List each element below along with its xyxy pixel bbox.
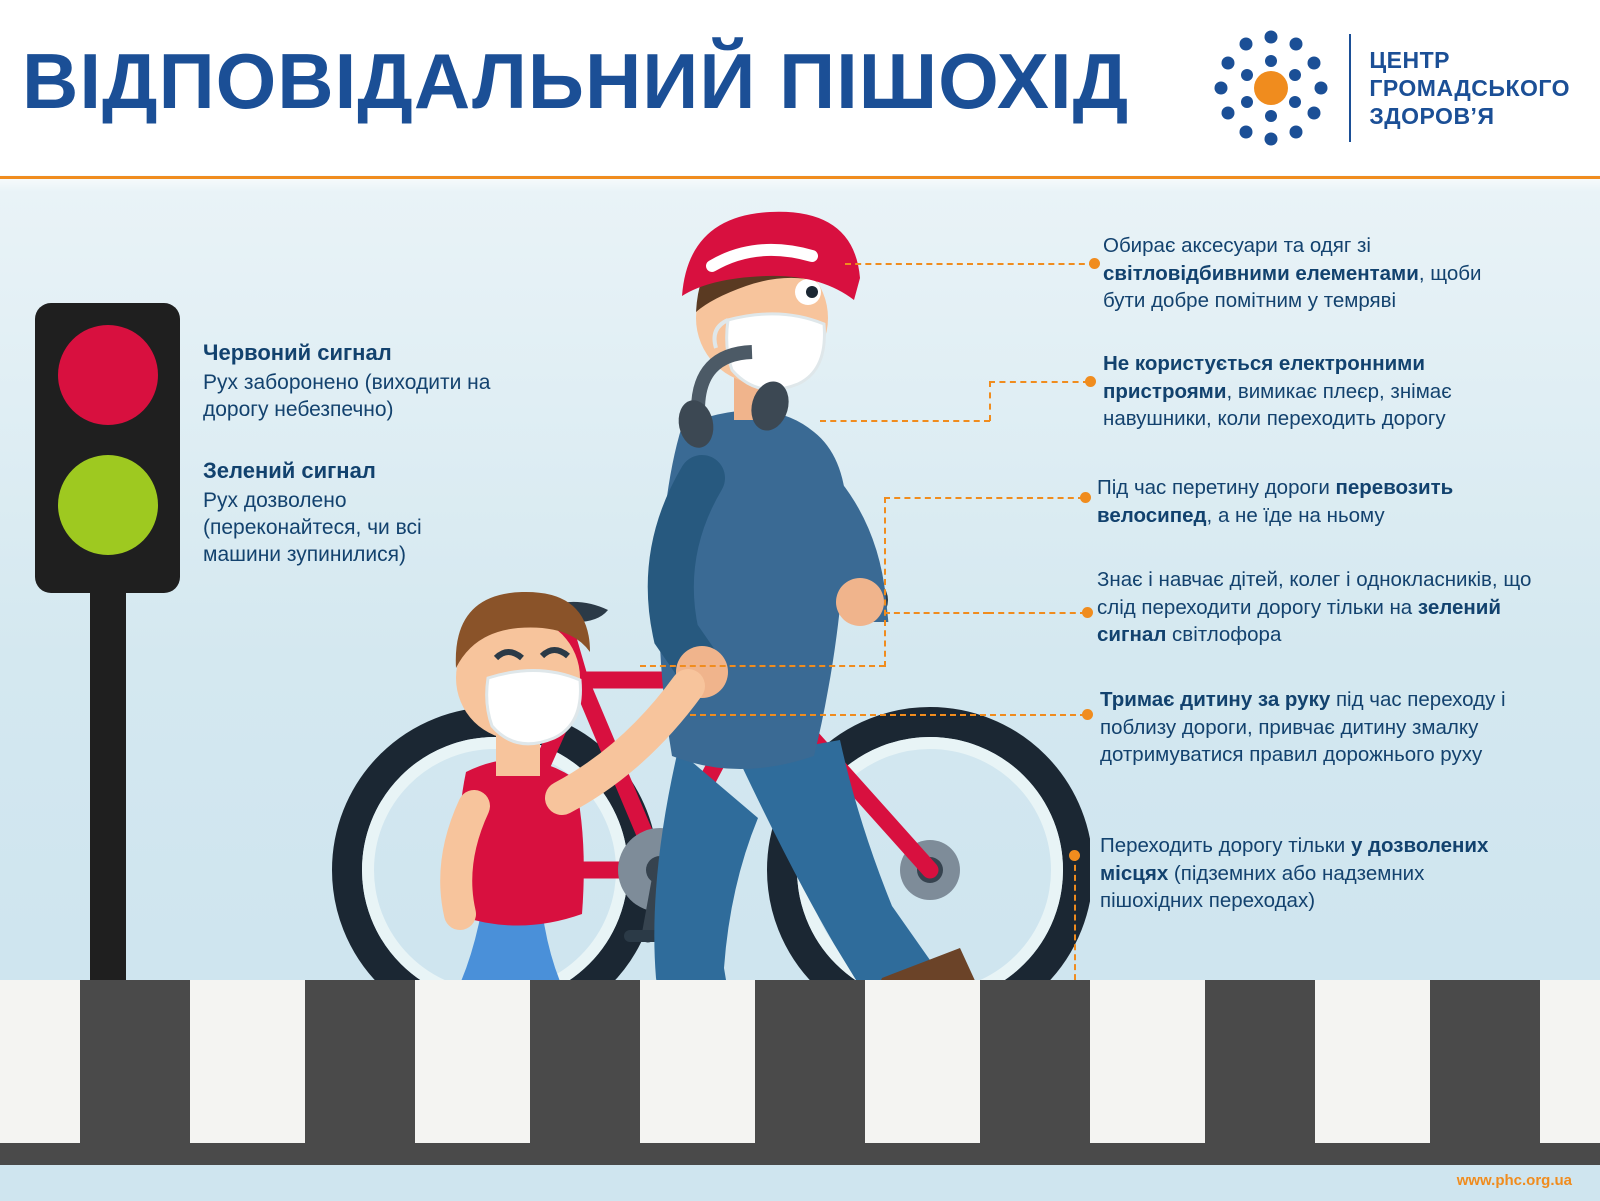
logo-line-2: ГРОМАДСЬКОГО <box>1369 74 1570 101</box>
crosswalk-stripe <box>640 980 755 1143</box>
crosswalk-stripe <box>0 980 80 1143</box>
callout-walk-the-bicycle <box>1097 474 1527 529</box>
callout-emphasis: зелений сигнал <box>1097 595 1501 647</box>
callout-text: , вимикає плеєр, знімає навушники, коли переходить дорогу <box>1103 379 1452 431</box>
callout-teach-green-signal <box>1097 566 1537 649</box>
callout-text: Обирає аксесуари та одяг зі <box>1103 234 1371 257</box>
callout-emphasis: світловідбивними елементами <box>1103 261 1419 285</box>
callout-text: , щоби бути добре помітним у темряві <box>1103 261 1482 313</box>
callout-reflective-elements <box>1103 232 1523 315</box>
logo-line-1: ЦЕНТР <box>1369 46 1450 73</box>
callout-no-electronic-devices <box>1103 350 1523 433</box>
callout-text: світлофора <box>1166 623 1282 647</box>
callout-emphasis: перевозить велосипед <box>1097 476 1454 527</box>
logo-dots-icon <box>1211 28 1331 148</box>
crosswalk-stripe <box>1090 980 1205 1143</box>
legend-green-title: Зелений сигнал <box>203 458 376 483</box>
traffic-light-green-lamp <box>58 455 158 555</box>
logo-divider <box>1349 34 1351 142</box>
callout-text: (підземних або надземних пішохідних переходах) <box>1100 861 1425 913</box>
traffic-light <box>35 303 180 593</box>
legend-red-title: Червоний сигнал <box>203 340 392 365</box>
callout-text: Знає і навчає дітей, колег і однокласників, що слід переходити дорогу тільки на <box>1097 568 1532 619</box>
footer-strip <box>0 1165 1600 1201</box>
callout-hold-child-hand <box>1100 686 1530 769</box>
logo-line-3: ЗДОРОВ’Я <box>1369 103 1495 130</box>
callout-emphasis: Тримає дитину за руку <box>1100 688 1331 711</box>
legend-red-text: Рух заборонено (виходити на дорогу небезпечно) <box>203 371 491 421</box>
website-link[interactable]: www.phc.org.ua <box>1456 1172 1572 1189</box>
road <box>0 980 1600 1165</box>
legend-green-text: Рух дозволено (переконайтеся, чи всі машини зупинилися) <box>203 489 422 566</box>
logo-text <box>1369 46 1570 130</box>
callout-text: , а не їде на ньому <box>1206 503 1385 527</box>
callout-text: під час переходу і поблизу дороги, привчає дитину змалку дотримуватися правил дорожнього руху <box>1100 688 1506 767</box>
crosswalk-stripe <box>190 980 305 1143</box>
header <box>0 0 1600 175</box>
callout-text: Переходить дорогу тільки <box>1100 834 1351 857</box>
crosswalk-stripe <box>1315 980 1430 1143</box>
callout-emphasis: у дозволених місцях <box>1100 834 1489 885</box>
logo <box>1211 28 1570 148</box>
crosswalk-stripe <box>415 980 530 1143</box>
crosswalk-stripe <box>1540 980 1600 1143</box>
illustration-pedestrian-with-child-and-bicycle <box>330 210 1090 1070</box>
callout-emphasis: Не користується електронними пристроями <box>1103 352 1425 403</box>
crosswalk-stripe <box>865 980 980 1143</box>
callout-text: Під час перетину дороги <box>1097 476 1336 499</box>
header-divider <box>0 176 1600 179</box>
page-title: ВІДПОВІДАЛЬНИЙ ПІШОХІД <box>22 37 1130 125</box>
traffic-light-pole <box>90 592 126 982</box>
traffic-light-red-lamp <box>58 325 158 425</box>
callout-crossing-allowed-places <box>1100 832 1530 915</box>
